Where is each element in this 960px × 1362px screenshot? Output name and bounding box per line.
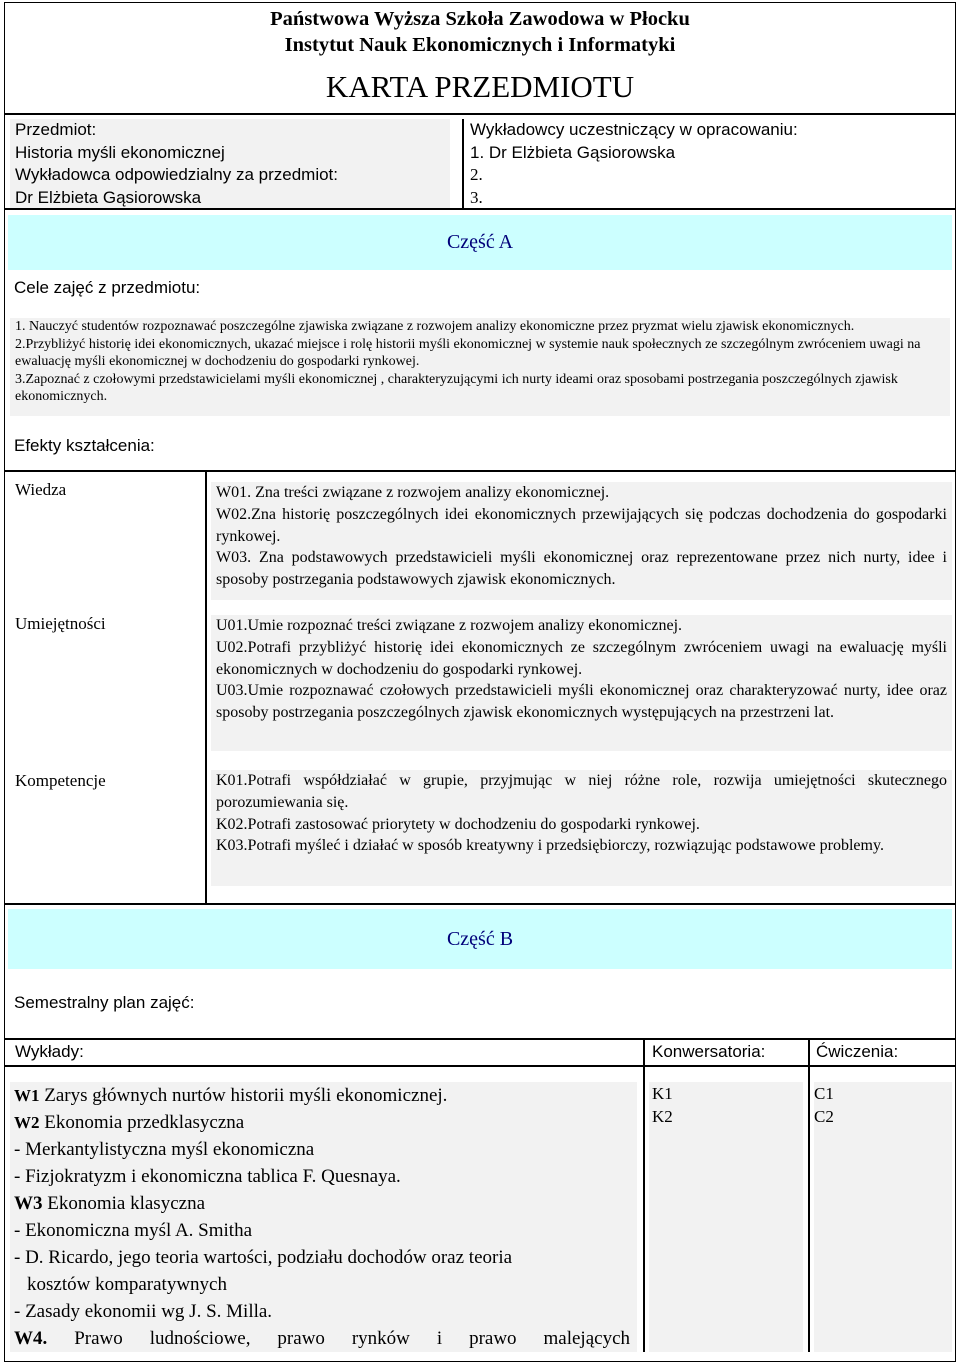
- lecture-code: W2: [14, 1113, 40, 1132]
- subject-block: [10, 119, 450, 209]
- lecture-item: kosztów komparatywnych: [27, 1274, 227, 1295]
- seminars-header: Konwersatoria:: [652, 1042, 766, 1061]
- divider: [4, 470, 956, 472]
- seminars-list: [649, 1082, 803, 1352]
- subject-name: Historia myśli ekonomicznej: [15, 142, 225, 162]
- effect-item: K03.Potrafi myśleć i działać w sposób kreatywny i przedsiębiorczy, rozwiązując podstawowe problemy.: [216, 837, 884, 855]
- divider: [808, 1038, 810, 1352]
- subject-label: Przedmiot:: [15, 120, 97, 139]
- effect-item: U02.Potrafi przybliżyć historię idei ekonomicznych ze szczególnym zwróceniem uwagi na ewaluację myśli ekonomicznych w dochodzeniu do gospodarki rynkowej.: [216, 638, 947, 678]
- contributor-2: 2.: [470, 165, 483, 184]
- contributors-label: Wykładowcy uczestniczący w opracowaniu:: [470, 120, 798, 139]
- effect-item: U03.Umie rozpoznawać czołowych przedstawicieli myśli ekonomicznej oraz charakteryzować nurty, idee oraz sposoby postrzegania poszczególnych zjawisk ekonomicznych występujących na przestrzeni lat.: [216, 682, 947, 722]
- lecturer-name: Dr Elżbieta Gąsiorowska: [15, 187, 202, 207]
- contributor-3: 3.: [470, 187, 483, 207]
- effect-item: W02.Zna historię poszczególnych idei ekonomicznych przewijających się podczas dochodzenia do gospodarki rynkowej.: [216, 505, 947, 545]
- divider: [205, 470, 207, 904]
- effect-item: U01.Umie rozpoznać treści związane z rozwojem analizy ekonomicznej.: [216, 617, 683, 634]
- goals-list: [10, 318, 950, 416]
- lecture-item: - Merkantylistyczna myśl ekonomiczna: [14, 1139, 315, 1160]
- lecture-code: W4.: [14, 1328, 48, 1349]
- lectures-list: [10, 1082, 637, 1352]
- plan-label: Semestralny plan zajęć:: [14, 993, 195, 1012]
- lecture-item: W3 Ekonomia klasyczna: [14, 1193, 206, 1214]
- seminar-item: K1: [652, 1084, 673, 1103]
- lecture-item: W1 Zarys głównych nurtów historii myśli ekonomicznej.: [14, 1085, 448, 1106]
- contributors-block: [462, 119, 956, 209]
- lecture-item: - Zasady ekonomii wg J. S. Milla.: [14, 1301, 273, 1322]
- lecture-item: - Fizjokratyzm i ekonomiczna tablica F. Quesnaya.: [14, 1166, 401, 1187]
- lecturer-label: Wykładowca odpowiedzialny za przedmiot:: [15, 165, 338, 184]
- institute-name: Instytut Nauk Ekonomicznych i Informatyki: [284, 34, 676, 56]
- exercises-header: Ćwiczenia:: [816, 1042, 899, 1061]
- effect-item: K01.Potrafi współdziałać w grupie, przyjmując w niej różne role, rozwija umiejętności skutecznego porozumiewania się.: [216, 772, 947, 811]
- effect-item: W03. Zna podstawowych przedstawicieli myśli ekonomicznej oraz reprezentowane przez nich nurty, idee i sposoby postrzegania podstawowych zjawisk ekonomicznych.: [216, 549, 947, 589]
- lecture-code: W1: [14, 1086, 40, 1105]
- contributor-1: 1. Dr Elżbieta Gąsiorowska: [470, 142, 676, 162]
- exercise-item: C1: [814, 1084, 834, 1103]
- goal-item: 1. Nauczyć studentów rozpoznawać poszczególne zjawiska związane z rozwojem analizy ekonomiczne przez pryzmat wielu zjawisk ekonomicznych.: [15, 319, 855, 334]
- exercise-item: C2: [814, 1107, 834, 1126]
- effects-competences: [211, 770, 952, 886]
- divider: [4, 1065, 956, 1067]
- divider: [4, 903, 956, 905]
- lecture-item: W4. Prawo ludnościowe, prawo rynków i prawo malejących: [14, 1328, 630, 1349]
- lecture-item: - Ekonomiczna myśl A. Smitha: [14, 1220, 253, 1241]
- seminar-item: K2: [652, 1107, 673, 1126]
- part-b-title: Część B: [8, 909, 952, 969]
- effects-label: Efekty kształcenia:: [14, 436, 155, 455]
- divider: [643, 1038, 645, 1352]
- effects-skills: [211, 615, 952, 751]
- card-title: KARTA PRZEDMIOTU: [325, 69, 635, 104]
- exercises-list: [814, 1082, 952, 1352]
- header: [200, 6, 760, 58]
- part-a-title: Część A: [8, 215, 952, 270]
- effects-knowledge: [211, 482, 952, 600]
- effect-item: W01. Zna treści związane z rozwojem analizy ekonomicznej.: [216, 484, 610, 501]
- lecture-item: W2 Ekonomia przedklasyczna: [14, 1112, 245, 1133]
- divider: [4, 1038, 956, 1040]
- goals-label: Cele zajęć z przedmiotu:: [14, 278, 201, 297]
- effects-category: Umiejętności: [15, 614, 106, 633]
- effects-category: Kompetencje: [15, 771, 106, 790]
- effects-category: Wiedza: [15, 480, 67, 499]
- divider: [462, 119, 464, 209]
- divider: [4, 208, 956, 210]
- school-name: Państwowa Wyższa Szkoła Zawodowa w Płocku: [270, 8, 690, 30]
- goal-item: 3.Zapoznać z czołowymi przedstawicielami myśli ekonomicznej , charakteryzującymi ich nurty ideami oraz sposobami postrzegania poszczególnych zjawisk ekonomicznych.: [15, 371, 898, 405]
- lecture-code: W3: [14, 1193, 43, 1214]
- goal-item: 2.Przybliżyć historię idei ekonomicznych, ukazać miejsce i rolę historii myśli ekonomicznej w systemie nauk społecznych ze szczególnym zwróceniem uwagi na ewaluację myśli ekonomicznej w dochodzeniu do gospodarki rynkowej.: [15, 336, 921, 370]
- lectures-header: Wykłady:: [15, 1042, 84, 1061]
- divider: [4, 113, 956, 115]
- lecture-item: - D. Ricardo, jego teoria wartości, podziału dochodów oraz teoria: [14, 1247, 513, 1268]
- effect-item: K02.Potrafi zastosować priorytety w dochodzeniu do gospodarki rynkowej.: [216, 815, 700, 833]
